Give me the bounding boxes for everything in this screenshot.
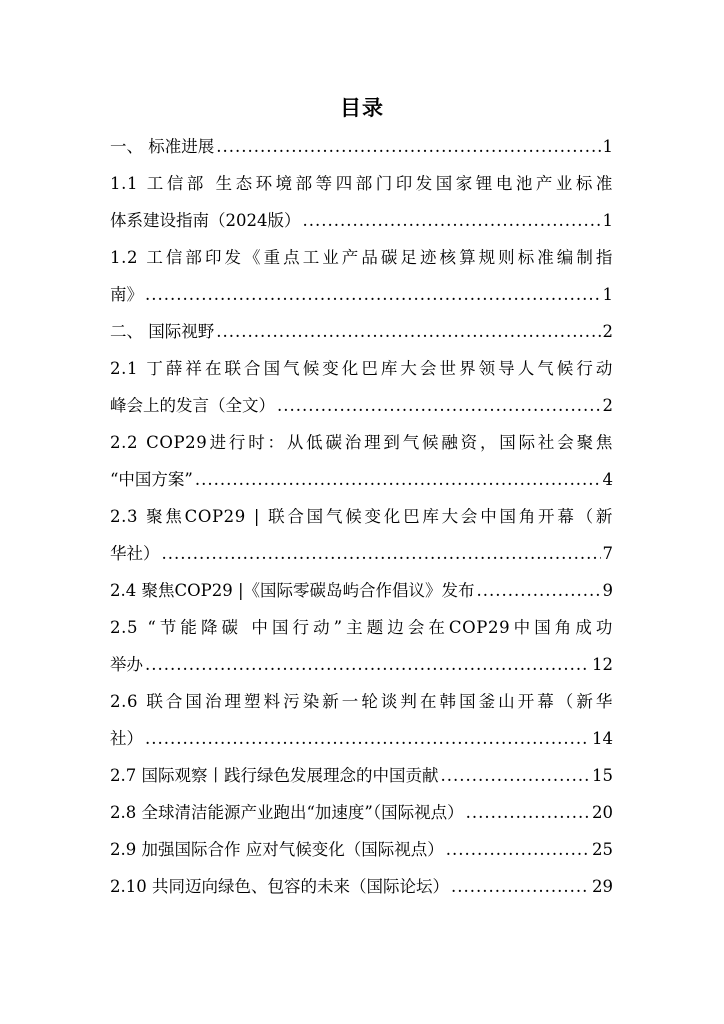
toc-entry[interactable]: [110, 757, 613, 794]
toc-entry[interactable]: [110, 128, 613, 165]
page-title: 目录: [340, 96, 384, 120]
toc-entry-text: 2.4 聚焦COP29 |《国际零碳岛屿合作倡议》发布: [110, 581, 475, 600]
dot-leader: [216, 128, 600, 165]
toc-entry-text: 举办: [110, 655, 143, 674]
toc-entry-text: 2.2 COP29进行时：从低碳治理到气候融资，国际社会聚焦: [110, 433, 613, 452]
dot-leader: [162, 535, 601, 572]
toc-entry[interactable]: [110, 276, 613, 313]
toc-page-number: 1: [602, 137, 613, 156]
toc-page-number: 29: [592, 877, 613, 896]
toc-entry-text: 2.5 “节能降碳 中国行动”主题边会在COP29中国角成功: [110, 618, 613, 637]
toc-page-number: 1: [602, 211, 613, 230]
table-of-contents: [110, 128, 613, 905]
toc-entry[interactable]: [110, 461, 613, 498]
toc-page-number: 9: [602, 581, 613, 600]
toc-entry[interactable]: [110, 535, 613, 572]
toc-entry-text: 2.7 国际观察丨践行绿色发展理念的中国贡献: [110, 766, 439, 785]
toc-entry-line[interactable]: [110, 683, 613, 720]
toc-entry-text: 2.3 聚焦COP29 | 联合国气候变化巴库大会中国角开幕（新: [110, 507, 613, 526]
toc-entry-text: 1.2 工信部印发《重点工业产品碳足迹核算规则标准编制指: [110, 248, 613, 267]
toc-entry[interactable]: [110, 572, 613, 609]
toc-page-number: 20: [592, 803, 613, 822]
toc-entry-text: 1.1 工信部 生态环境部等四部门印发国家锂电池产业标准: [110, 174, 613, 193]
toc-entry-line[interactable]: [110, 498, 613, 535]
dot-leader: [451, 868, 590, 905]
dot-leader: [477, 572, 601, 609]
toc-entry-line[interactable]: [110, 609, 613, 646]
dot-leader: [441, 757, 591, 794]
toc-entry-text: 峰会上的发言（全文）: [110, 396, 275, 415]
toc-entry-text: 2.8 全球清洁能源产业跑出“加速度”（国际视点）: [110, 803, 464, 822]
toc-entry-text: 2.9 加强国际合作 应对气候变化（国际视点）: [110, 840, 444, 859]
toc-page-number: 14: [592, 729, 613, 748]
toc-entry-text: 体系建设指南（2024版）: [110, 211, 301, 230]
dot-leader: [216, 313, 600, 350]
toc-entry-text: 南》: [110, 285, 143, 304]
toc-entry[interactable]: [110, 868, 613, 905]
toc-page-number: 25: [592, 840, 613, 859]
toc-entry-text: 一、 标准进展: [110, 137, 215, 156]
toc-entry-text: 华社）: [110, 544, 160, 563]
dot-leader: [195, 461, 601, 498]
toc-entry-text: “中国方案”: [110, 470, 193, 489]
toc-entry[interactable]: [110, 202, 613, 239]
dot-leader: [466, 794, 590, 831]
toc-page-number: 12: [592, 655, 613, 674]
toc-entry-text: 2.1 丁薛祥在联合国气候变化巴库大会世界领导人气候行动: [110, 359, 613, 378]
toc-page-number: 1: [602, 285, 613, 304]
dot-leader: [145, 720, 590, 757]
dot-leader: [145, 276, 601, 313]
toc-entry[interactable]: [110, 313, 613, 350]
toc-entry[interactable]: [110, 387, 613, 424]
dot-leader: [145, 646, 590, 683]
toc-entry-line[interactable]: [110, 350, 613, 387]
toc-page-number: 2: [602, 396, 613, 415]
dot-leader: [303, 202, 601, 239]
toc-entry[interactable]: [110, 794, 613, 831]
toc-entry[interactable]: [110, 720, 613, 757]
toc-page-number: 7: [602, 544, 613, 563]
toc-entry-text: 二、 国际视野: [110, 322, 215, 341]
toc-entry-text: 2.10 共同迈向绿色、包容的未来（国际论坛）: [110, 877, 449, 896]
toc-page-number: 4: [602, 470, 613, 489]
dot-leader: [446, 831, 590, 868]
toc-entry-line[interactable]: [110, 239, 613, 276]
dot-leader: [277, 387, 601, 424]
toc-entry-text: 社）: [110, 729, 143, 748]
toc-entry-line[interactable]: [110, 424, 613, 461]
toc-entry-text: 2.6 联合国治理塑料污染新一轮谈判在韩国釜山开幕（新华: [110, 692, 613, 711]
toc-entry-line[interactable]: [110, 165, 613, 202]
toc-entry[interactable]: [110, 831, 613, 868]
toc-page-number: 2: [602, 322, 613, 341]
toc-page-number: 15: [592, 766, 613, 785]
toc-entry[interactable]: [110, 646, 613, 683]
